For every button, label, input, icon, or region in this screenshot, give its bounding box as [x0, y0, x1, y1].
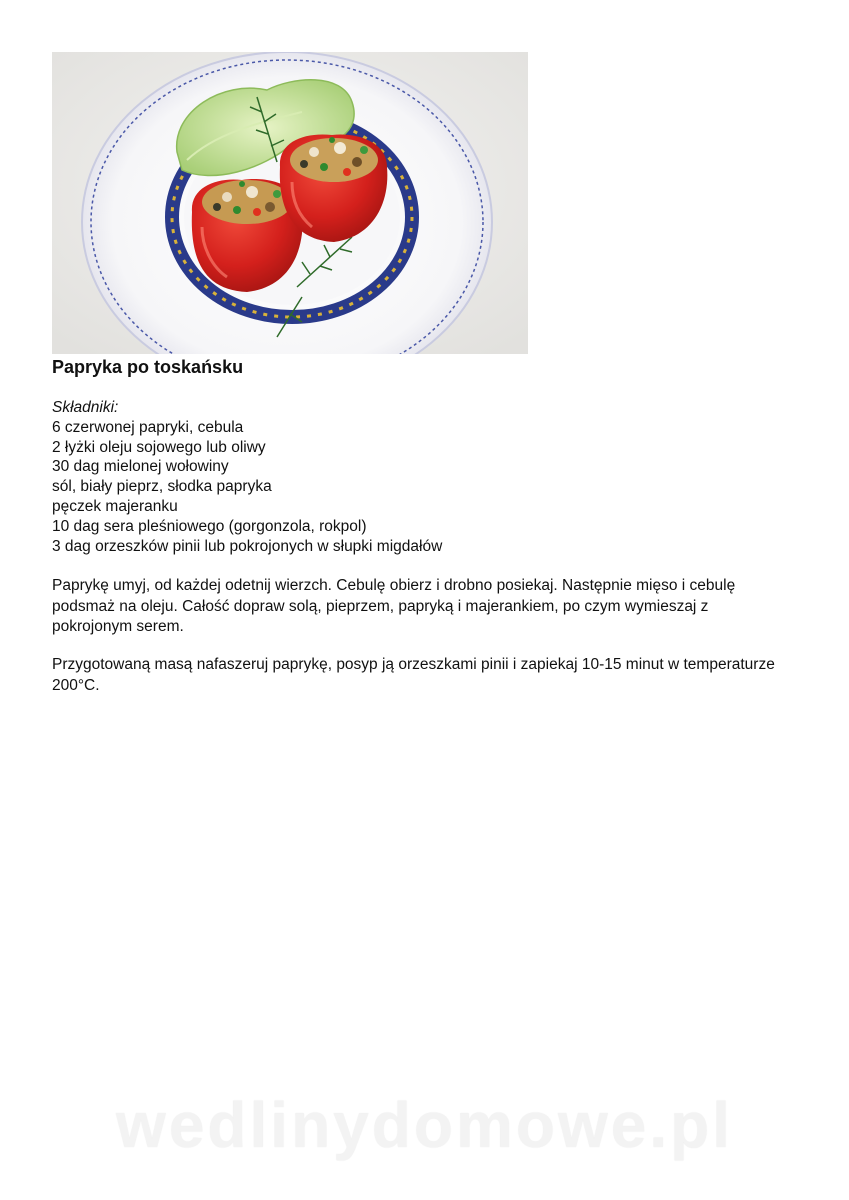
- ingredients-label: Składniki:: [52, 399, 119, 416]
- site-watermark: wedlinydomowe.pl: [116, 1089, 733, 1161]
- ingredient-item: 30 dag mielonej wołowiny: [52, 458, 229, 476]
- recipe-photo: [52, 52, 528, 354]
- ingredient-item: pęczek majeranku: [52, 497, 178, 515]
- recipe-title: Papryka po toskańsku: [52, 357, 244, 377]
- ingredient-item: 6 czerwonej papryki, cebula: [52, 418, 244, 436]
- stuffed-peppers-image: [52, 52, 528, 354]
- ingredient-item: 3 dag orzeszków pinii lub pokrojonych w słupki migdałów: [52, 537, 443, 555]
- instructions-paragraph-1: Paprykę umyj, od każdej odetnij wierzch. Cebulę obierz i drobno posiekaj. Następnie mięso i cebulę podsmaż na oleju. Całość dopraw solą, pieprzem, papryką i majerankiem, po czym wymieszaj z pokrojonym serem.: [52, 577, 736, 635]
- instructions-paragraph-2: Przygotowaną masą nafaszeruj paprykę, posyp ją orzeszkami pinii i zapiekaj 10-15 minut w temperaturze 200°C.: [52, 656, 775, 694]
- ingredient-item: 2 łyżki oleju sojowego lub oliwy: [52, 438, 266, 456]
- ingredient-item: sól, biały pieprz, słodka papryka: [52, 478, 272, 496]
- ingredients-list: [52, 398, 442, 556]
- ingredient-item: 10 dag sera pleśniowego (gorgonzola, rokpol): [52, 517, 367, 535]
